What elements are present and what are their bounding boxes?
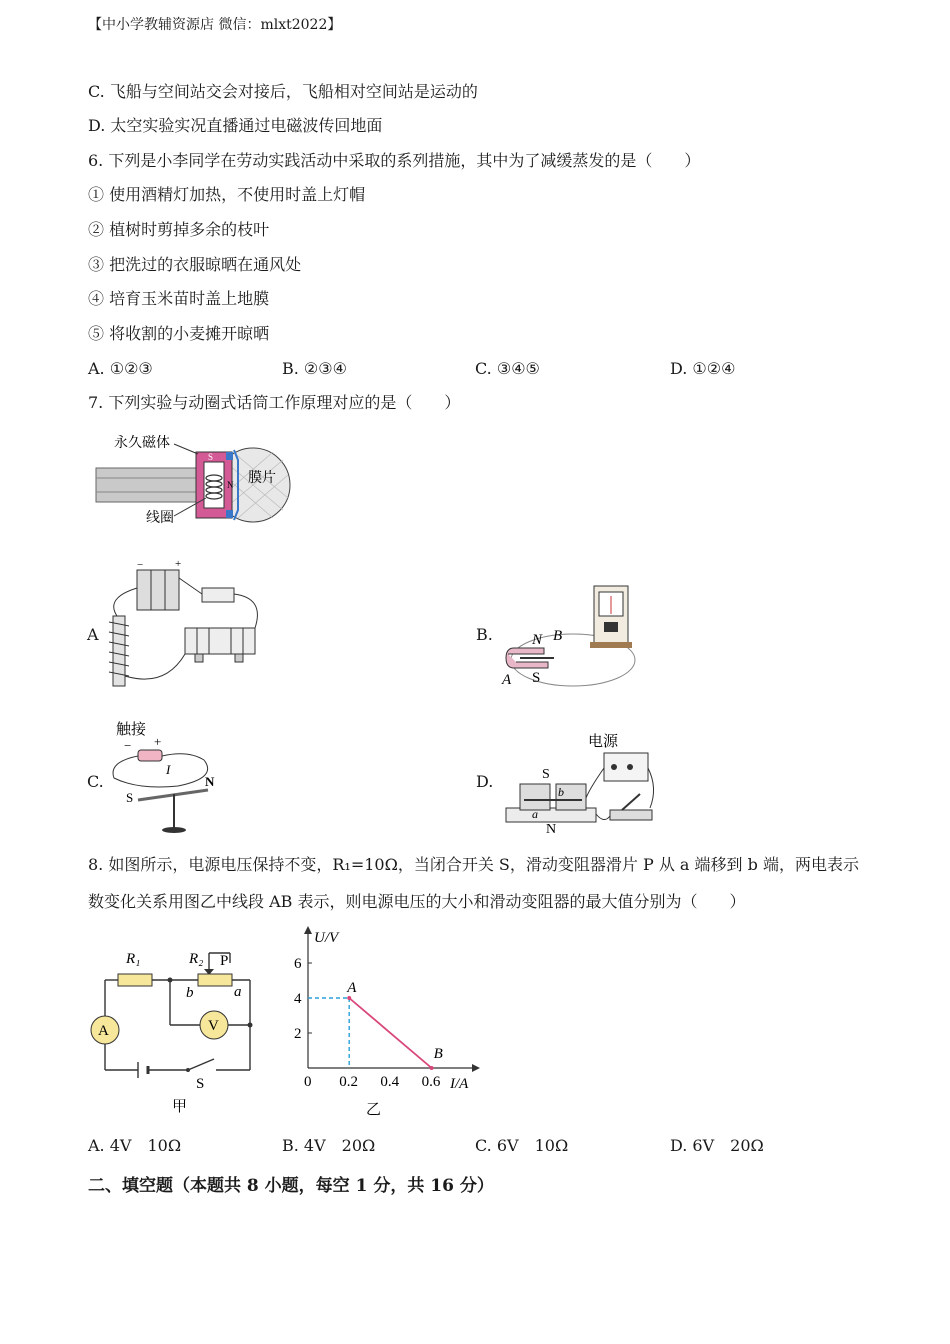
- point-b: [430, 1066, 434, 1070]
- svg-text:+: +: [175, 558, 182, 570]
- fig-d-n: N: [546, 822, 557, 836]
- fig-b-n: N: [532, 632, 543, 648]
- x-tick-label: 0: [304, 1074, 312, 1090]
- svg-text:−: −: [137, 559, 144, 571]
- y-tick-label: 2: [294, 1026, 302, 1042]
- x-tick-label: 0.6: [421, 1074, 441, 1090]
- q8-option-b[interactable]: B. 4V 20Ω: [282, 1136, 376, 1155]
- q6-option-d[interactable]: D. ①②④: [670, 359, 736, 378]
- q8-stem-line2: 数变化关系用图乙中线段 AB 表示，则电源电压的大小和滑动变阻器的最大值分别为（ ）: [88, 892, 746, 911]
- x-axis-label: I/A: [450, 1076, 469, 1092]
- y-tick-label: 4: [294, 991, 302, 1007]
- q7-figure-b[interactable]: [498, 582, 648, 692]
- graph-caption: 乙: [366, 1102, 382, 1118]
- q7-figure-c[interactable]: [108, 714, 233, 836]
- x-axis-arrow: [472, 1064, 480, 1072]
- q8-option-d[interactable]: D. 6V 20Ω: [670, 1136, 764, 1155]
- section-2-title: 二、填空题（本题共 8 小题，每空 1 分，共 16 分）: [88, 1176, 494, 1196]
- mic-s-label: S: [208, 452, 214, 462]
- q8-stem-line1: 8. 如图所示，电源电压保持不变，R₁=10Ω，当闭合开关 S，滑动变阻器滑片 P 从 a 端移到 b 端，两电表示: [88, 855, 859, 874]
- q6-item-5: ⑤ 将收割的小麦摊开晾晒: [88, 324, 270, 343]
- fig-c-plus: +: [154, 734, 162, 749]
- circuit-switch: S: [196, 1076, 205, 1092]
- segment-ab: [349, 998, 431, 1068]
- q7-option-d-label[interactable]: D.: [476, 772, 494, 791]
- q6-item-3: ③ 把洗过的衣服晾晒在通风处: [88, 255, 302, 274]
- q6-option-a[interactable]: A. ①②③: [88, 359, 153, 378]
- point-a-label: A: [347, 980, 357, 996]
- fig-d-s: S: [542, 767, 550, 782]
- fig-c-s: S: [126, 790, 134, 805]
- q8-ui-graph: [282, 920, 482, 1120]
- fig-c-i: I: [166, 762, 171, 777]
- q6-item-1: ① 使用酒精灯加热，不使用时盖上灯帽: [88, 185, 366, 204]
- fig-d-power: 电源: [588, 734, 619, 750]
- point-b-label: B: [433, 1046, 443, 1062]
- page-header: 【中小学教辅资源店 微信：mlxt2022】: [88, 17, 342, 33]
- mic-coil-label: 线圈: [146, 511, 174, 526]
- fig-b-b: B: [553, 628, 563, 644]
- fig-d-a: a: [532, 807, 538, 821]
- fig-d-b: b: [558, 785, 564, 799]
- circuit-r2: R₂: [189, 951, 204, 967]
- mic-n-label: N: [227, 480, 234, 490]
- y-tick-label: 6: [294, 956, 302, 972]
- q6-stem: 6. 下列是小李同学在劳动实践活动中采取的系列措施，其中为了减缓蒸发的是（ ）: [88, 151, 701, 170]
- y-axis-arrow: [304, 926, 312, 934]
- fig-b-s: S: [532, 670, 541, 686]
- fig-c-minus: −: [124, 738, 132, 753]
- q7-figure-d[interactable]: [500, 728, 662, 836]
- q7-option-b-label[interactable]: B.: [476, 625, 493, 644]
- circuit-a: a: [234, 984, 242, 1000]
- x-tick-label: 0.4: [380, 1074, 400, 1090]
- q6-item-4: ④ 培育玉米苗时盖上地膜: [88, 289, 270, 308]
- q7-option-a-label[interactable]: A: [87, 625, 99, 644]
- q6-option-b[interactable]: B. ②③④: [282, 359, 347, 378]
- q7-option-c-label[interactable]: C.: [87, 772, 104, 791]
- q8-option-a[interactable]: A. 4V 10Ω: [88, 1136, 182, 1155]
- fig-c-n: N: [205, 774, 215, 789]
- q7-stem: 7. 下列实验与动圈式话筒工作原理对应的是（ ）: [88, 393, 461, 412]
- x-tick-label: 0.2: [339, 1074, 358, 1090]
- circuit-r1: R₁: [126, 951, 141, 967]
- mic-diaphragm-label: 膜片: [248, 471, 276, 486]
- q8-circuit-figure: [88, 943, 263, 1118]
- fig-b-a: A: [502, 672, 512, 688]
- circuit-ammeter: A: [98, 1023, 109, 1039]
- q8-option-c[interactable]: C. 6V 10Ω: [475, 1136, 569, 1155]
- point-a: [347, 996, 351, 1000]
- q7-figure-a[interactable]: [105, 558, 270, 693]
- microphone-figure: [88, 430, 303, 530]
- circuit-p: P: [220, 953, 229, 969]
- q6-item-2: ② 植树时剪掉多余的枝叶: [88, 220, 270, 239]
- q5-option-c: C. 飞船与空间站交会对接后，飞船相对空间站是运动的: [88, 82, 478, 101]
- mic-magnet-label: 永久磁体: [114, 436, 170, 451]
- circuit-voltmeter: V: [208, 1018, 219, 1034]
- q6-option-c[interactable]: C. ③④⑤: [475, 359, 540, 378]
- q5-option-d: D. 太空实验实况直播通过电磁波传回地面: [88, 116, 383, 135]
- fig-c-touch: 触接: [116, 722, 147, 738]
- circuit-caption: 甲: [172, 1099, 188, 1115]
- circuit-b: b: [186, 985, 194, 1001]
- y-axis-label: U/V: [314, 930, 339, 946]
